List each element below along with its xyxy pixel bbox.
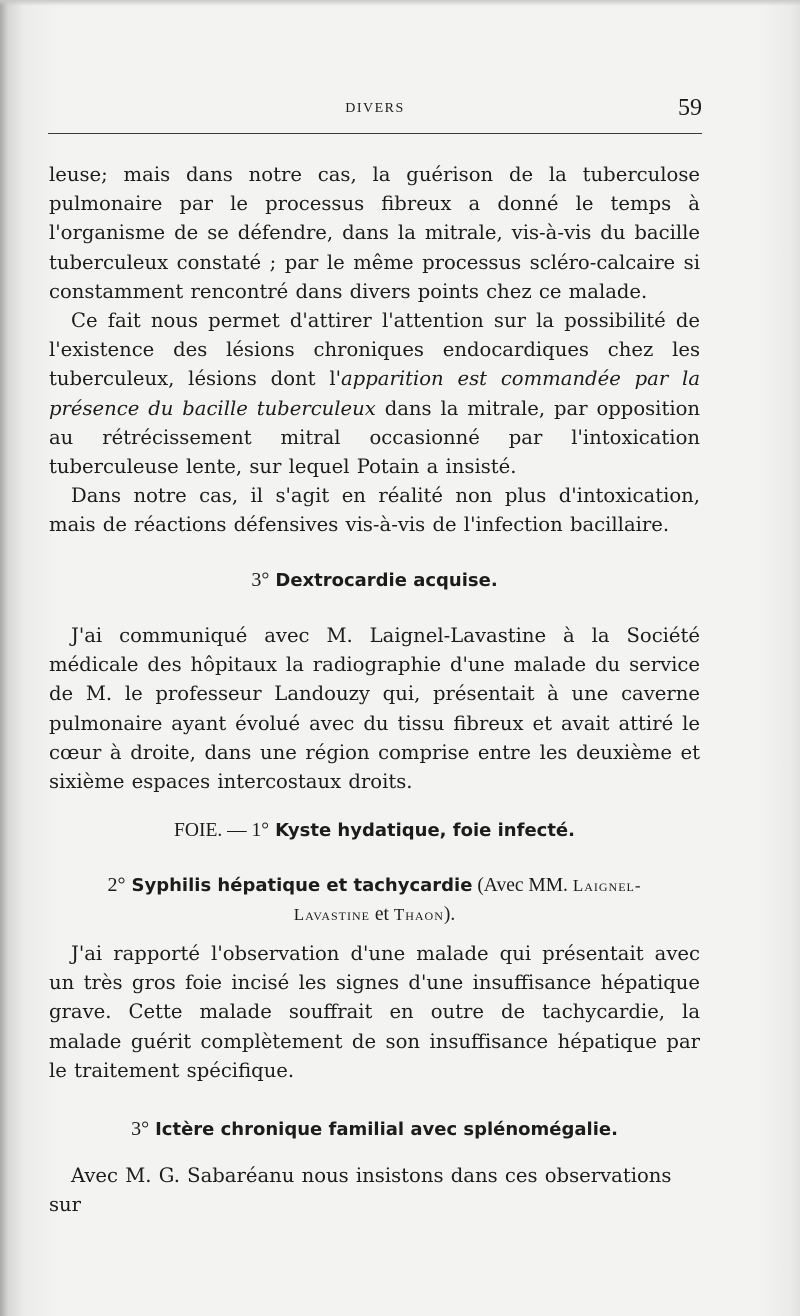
heading-dextrocardie-title: Dextrocardie acquise.	[275, 570, 498, 591]
paragraph-4-block	[49, 621, 700, 796]
heading-syphilis-paren: (Avec MM.	[472, 875, 573, 896]
paragraph-2-block	[49, 306, 700, 481]
header-rule	[48, 133, 702, 134]
heading-syphilis-block	[49, 871, 700, 929]
heading-foie	[49, 816, 700, 845]
paragraph-6: Avec M. G. Sabaréanu nous insistons dans ces observations sur	[49, 1164, 672, 1217]
heading-syphilis	[49, 871, 700, 929]
heading-syphilis-and: et	[370, 904, 394, 925]
heading-syphilis-author-2: Lavastine	[293, 905, 371, 924]
page-number: 59	[678, 95, 702, 121]
heading-ictere-number: 3°	[131, 1118, 150, 1140]
heading-ictere-block	[49, 1115, 700, 1144]
heading-dextrocardie-block	[49, 566, 700, 595]
heading-dextrocardie	[49, 566, 700, 595]
heading-syphilis-title: Syphilis hépatique et tachycardie	[131, 875, 473, 896]
running-head	[48, 95, 702, 121]
heading-syphilis-number: 2°	[107, 874, 126, 896]
heading-ictere-title: Ictère chronique familial avec splénomégalie.	[155, 1119, 618, 1140]
paragraph-3: Dans notre cas, il s'agit en réalité non plus d'intoxication, mais de réactions défensives vis-à-vis de l'infection bacillaire.	[49, 484, 700, 537]
paragraph-2-text-a: Ce fait nous permet d'attirer l'attention sur la possibilité de l'existence des lésions chroniques endocardiques chez les tuberculeux, lésions dont l'	[49, 309, 700, 391]
paragraph-2	[49, 306, 700, 481]
heading-dextrocardie-number: 3°	[251, 569, 270, 591]
paragraph-6-block	[49, 1161, 700, 1219]
heading-foie-prefix: FOIE. — 1°	[174, 820, 270, 841]
paragraph-3-block	[49, 481, 700, 539]
heading-ictere	[49, 1115, 700, 1144]
heading-foie-block	[49, 816, 700, 845]
heading-foie-title: Kyste hydatique, foie infecté.	[275, 820, 575, 841]
heading-syphilis-author-3: Thaon	[393, 905, 444, 924]
paragraph-2-text-b: dans la mitrale, par opposition au rétrécissement mitral occasionné par l'intoxication tuberculeuse lente, sur lequel Potain a insisté.	[49, 396, 701, 479]
paragraph-5: J'ai rapporté l'observation d'une malade qui présentait avec un très gros foie incisé les signes d'une insuffisance hépatique grave. Cette malade souffrait en outre de tachycardie, la malade guérit complètement de son insuffisance hépatique par le traitement spécifique.	[49, 942, 700, 1082]
heading-syphilis-author-1: Laignel-	[572, 876, 642, 895]
paragraph-4: J'ai communiqué avec M. Laignel-Lavastine à la Société médicale des hôpitaux la radiographie d'une malade du service de M. le professeur Landouzy qui, présentait à une caverne pulmonaire ayant évolué avec du tissu fibreux et avait attiré le cœur à droite, dans une région comprise entre les deuxième et sixième espaces intercostaux droits.	[49, 624, 700, 794]
running-title: DIVERS	[345, 101, 405, 116]
page-edge-shadow	[0, 0, 800, 6]
paragraph-1: leuse; mais dans notre cas, la guérison de la tuberculose pulmonaire par le processus fibreux a donné le temps à l'organisme de se défendre, dans la mitrale, vis-à-vis du bacille tuberculeux constaté ; par le même processus scléro-calcaire si constamment rencontré dans divers points chez ce malade.	[49, 163, 700, 303]
paragraph-5-block	[49, 939, 700, 1085]
paragraph-2-italic: apparition est commandée par la présence du bacille tuberculeux	[49, 367, 700, 420]
paragraph-1-block	[49, 160, 700, 306]
heading-syphilis-close: ).	[443, 904, 456, 925]
